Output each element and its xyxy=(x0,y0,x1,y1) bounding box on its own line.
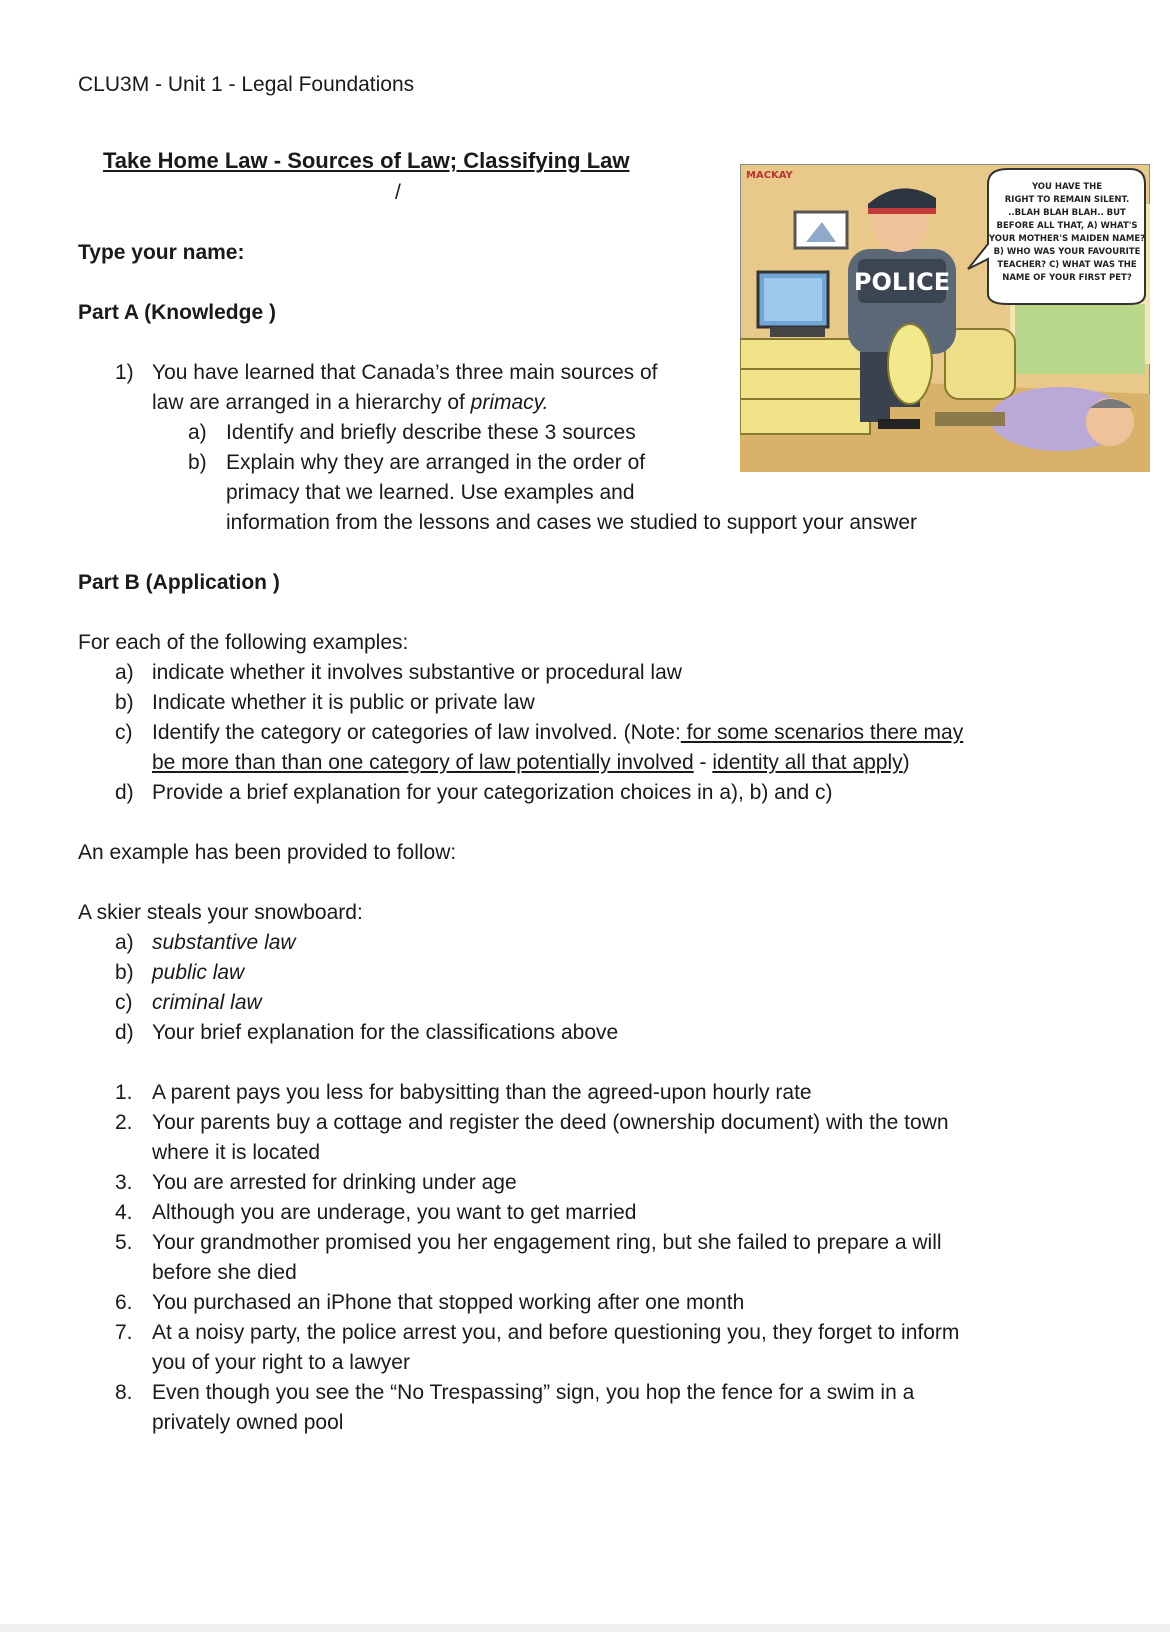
scenario-line: You purchased an iPhone that stopped working after one month xyxy=(152,1291,745,1314)
example-answer: substantive law xyxy=(152,931,296,954)
scenario-line: At a noisy party, the police arrest you, and before questioning you, they forget to inform xyxy=(152,1321,960,1344)
scenario-line-2: where it is located xyxy=(152,1141,321,1164)
instr-c-line-2 xyxy=(152,748,910,778)
document-header: CLU3M - Unit 1 - Legal Foundations xyxy=(78,73,415,96)
police-cartoon-image xyxy=(740,164,1150,472)
cartoon-artist-signature: MACKAY xyxy=(746,170,793,181)
scenario-line: Your parents buy a cottage and register the deed (ownership document) with the town xyxy=(152,1111,949,1134)
scenario-number: 5. xyxy=(115,1231,133,1254)
q1-sub-b-line-3: information from the lessons and cases we studied to support your answer xyxy=(226,511,918,534)
scenario-line: Although you are underage, you want to get married xyxy=(152,1201,637,1224)
speech-line: RIGHT TO REMAIN SILENT. xyxy=(1004,195,1130,205)
scenario-number: 2. xyxy=(115,1111,133,1134)
scenario-line-2: before she died xyxy=(152,1261,297,1284)
instr-c-line-1 xyxy=(152,718,963,748)
q1-line-2 xyxy=(152,388,548,418)
q1-sub-b-line-2: primacy that we learned. Use examples and xyxy=(226,481,635,504)
scenario-line: Even though you see the “No Trespassing” sign, you hop the fence for a swim in a xyxy=(152,1381,915,1404)
speech-line: BEFORE ALL THAT, A) WHAT'S xyxy=(996,221,1138,231)
scenario-line-2: privately owned pool xyxy=(152,1411,344,1434)
scenario-number: 1. xyxy=(115,1081,133,1104)
speech-line: ..BLAH BLAH BLAH.. BUT xyxy=(1008,208,1126,218)
example-answer: public law xyxy=(152,961,245,984)
instr-marker: b) xyxy=(115,691,134,714)
instr-c-identity: identity all that apply xyxy=(712,751,903,774)
example-marker: c) xyxy=(115,991,133,1014)
page-title: Take Home Law - Sources of Law; Classifying Law xyxy=(103,148,630,173)
example-intro: An example has been provided to follow: xyxy=(78,841,457,864)
scenario-line: You are arrested for drinking under age xyxy=(152,1171,517,1194)
instr-d-marker: d) xyxy=(115,781,134,804)
scenario-line: A parent pays you less for babysitting than the agreed-upon hourly rate xyxy=(152,1081,812,1104)
q1-line-1: You have learned that Canada’s three main sources of xyxy=(152,361,658,384)
part-a-heading: Part A (Knowledge ) xyxy=(78,301,276,324)
cartoon-chair xyxy=(888,324,932,404)
cartoon-desk xyxy=(740,339,870,434)
speech-line: YOUR MOTHER'S MAIDEN NAME? xyxy=(988,234,1146,244)
scenario-number: 3. xyxy=(115,1171,133,1194)
example-d-marker: d) xyxy=(115,1021,134,1044)
instr-c-underlined-2: be more than than one category of law potentially involved xyxy=(152,751,694,774)
cartoon-police-badge: POLICE xyxy=(853,268,951,296)
q1-sub-b-line-1: Explain why they are arranged in the order of xyxy=(226,451,646,474)
name-label: Type your name: xyxy=(78,241,245,264)
example-marker: b) xyxy=(115,961,134,984)
q1-primacy: primacy. xyxy=(470,391,549,414)
part-b-intro: For each of the following examples: xyxy=(78,631,409,654)
page-bottom-edge xyxy=(0,1624,1170,1632)
example-d: Your brief explanation for the classifications above xyxy=(152,1021,619,1044)
example-scenario: A skier steals your snowboard: xyxy=(78,901,363,924)
speech-line: YOU HAVE THE xyxy=(1031,182,1103,192)
q1-sub-b-marker: b) xyxy=(188,451,207,474)
instr-c-text: Identify the category or categories of law involved. (Note: xyxy=(152,721,681,744)
q1-marker: 1) xyxy=(115,361,134,384)
scenario-number: 7. xyxy=(115,1321,133,1344)
instr-d: Provide a brief explanation for your categorization choices in a), b) and c) xyxy=(152,781,833,804)
instr-item: Indicate whether it is public or private law xyxy=(152,691,535,714)
instr-marker: a) xyxy=(115,661,134,684)
instr-c-underlined: for some scenarios there may xyxy=(680,721,964,744)
speech-line: NAME OF YOUR FIRST PET? xyxy=(1002,273,1132,283)
instr-c-close: ) xyxy=(902,751,910,774)
speech-line: TEACHER? C) WHAT WAS THE xyxy=(997,260,1137,270)
q1-sub-a-marker: a) xyxy=(188,421,207,444)
part-b-heading: Part B (Application ) xyxy=(78,571,280,594)
instr-c-dash: - xyxy=(693,751,713,774)
scenario-number: 8. xyxy=(115,1381,133,1404)
scenario-line: Your grandmother promised you her engagement ring, but she failed to prepare a will xyxy=(152,1231,942,1254)
title-slash: / xyxy=(395,181,401,204)
scenario-number: 6. xyxy=(115,1291,133,1314)
scenario-line-2: you of your right to a lawyer xyxy=(152,1351,410,1374)
example-marker: a) xyxy=(115,931,134,954)
q1-line-2-text: law are arranged in a hierarchy of xyxy=(152,391,471,414)
instr-item: indicate whether it involves substantive or procedural law xyxy=(152,661,682,684)
q1-sub-a: Identify and briefly describe these 3 sources xyxy=(226,421,636,444)
example-answer: criminal law xyxy=(152,991,262,1014)
speech-line: B) WHO WAS YOUR FAVOURITE xyxy=(993,247,1141,257)
scenario-number: 4. xyxy=(115,1201,133,1224)
cartoon-armchair xyxy=(945,329,1015,399)
instr-c-marker: c) xyxy=(115,721,133,744)
